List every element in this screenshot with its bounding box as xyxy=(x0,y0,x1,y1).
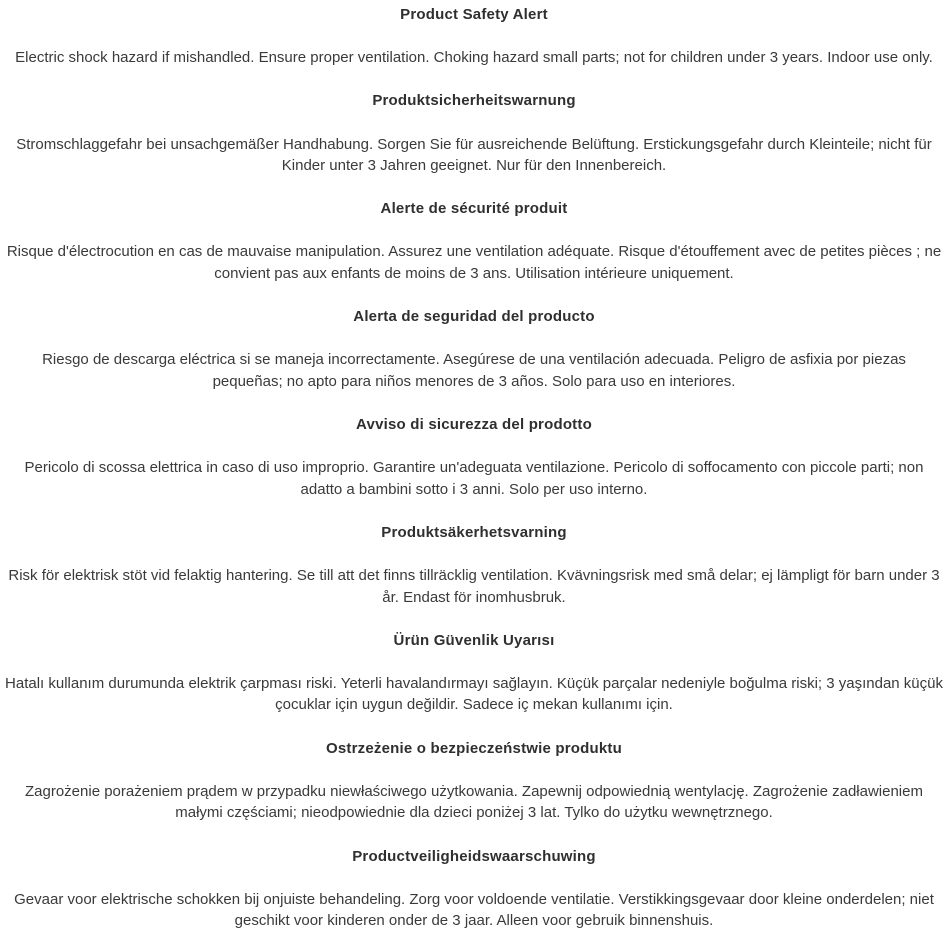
safety-heading-french: Alerte de sécurité produit xyxy=(380,200,568,218)
safety-body-german: Stromschlaggefahr bei unsachgemäßer Handhabung. Sorgen Sie für ausreichende Belüftung. Erstickungsgefahr durch Kleinteile; nicht für Kinder unter 3 Jahren geeignet. Nur für den Innenbereich. xyxy=(16,135,932,175)
safety-body-spanish: Riesgo de descarga eléctrica si se maneja incorrectamente. Asegúrese de una ventilación adecuada. Peligro de asfixia por piezas pequeñas; no apto para niños menores de 3 años. Solo para uso en interiores. xyxy=(42,351,906,390)
safety-body-turkish: Hatalı kullanım durumunda elektrik çarpması riski. Yeterli havalandırmayı sağlayın. Küçük parçalar nedeniyle boğulma riski; 3 yaşından küçük çocuklar için uygun değildir. Sadece iç mekan kullanımı için. xyxy=(5,674,943,714)
safety-heading-german: Produktsicherheitswarnung xyxy=(372,92,576,110)
safety-section-dutch xyxy=(5,846,943,932)
safety-heading-turkish: Ürün Güvenlik Uyarısı xyxy=(393,631,555,649)
safety-heading-english: Product Safety Alert xyxy=(400,6,548,23)
safety-section-german xyxy=(5,90,943,176)
safety-heading-italian: Avviso di sicurezza del prodotto xyxy=(356,416,592,433)
safety-section-italian xyxy=(5,414,943,500)
safety-heading-polish: Ostrzeżenie o bezpieczeństwie produktu xyxy=(326,739,622,757)
safety-heading-dutch: Productveiligheidswaarschuwing xyxy=(352,847,596,865)
safety-section-turkish xyxy=(5,630,943,716)
safety-section-english xyxy=(5,4,943,69)
safety-section-french xyxy=(5,198,943,284)
safety-body-polish: Zagrożenie porażeniem prądem w przypadku niewłaściwego użytkowania. Zapewnij odpowiednią wentylację. Zagrożenie zadławieniem małymi częściami; nieodpowiednie dla dzieci poniżej 3 lat. Tylko do użytku wewnętrznego. xyxy=(25,782,923,822)
safety-body-english: Electric shock hazard if mishandled. Ensure proper ventilation. Choking hazard small parts; not for children under 3 years. Indoor use only. xyxy=(15,49,933,67)
safety-body-italian: Pericolo di scossa elettrica in caso di uso improprio. Garantire un'adeguata ventilazione. Pericolo di soffocamento con piccole parti; non adatto a bambini sotto i 3 anni. Solo per uso interno. xyxy=(24,459,924,498)
safety-heading-spanish: Alerta de seguridad del producto xyxy=(353,308,595,326)
safety-section-swedish xyxy=(5,522,943,608)
safety-body-french: Risque d'électrocution en cas de mauvaise manipulation. Assurez une ventilation adéquate. Risque d'étouffement avec de petites pièces ; ne convient pas aux enfants de moins de 3 ans. Utilisation intérieure uniquement. xyxy=(6,243,942,282)
safety-heading-swedish: Produktsäkerhetsvarning xyxy=(381,523,567,541)
safety-section-spanish xyxy=(5,306,943,392)
safety-section-polish xyxy=(5,738,943,824)
safety-body-dutch: Gevaar voor elektrische schokken bij onjuiste behandeling. Zorg voor voldoende ventilatie. Verstikkingsgevaar door kleine onderdelen; niet geschikt voor kinderen onder de 3 jaar. Alleen voor gebruik binnenshuis. xyxy=(14,890,934,930)
safety-body-swedish: Risk för elektrisk stöt vid felaktig hantering. Se till att det finns tillräcklig ventilation. Kvävningsrisk med små delar; ej lämpligt för barn under 3 år. Endast för inomhusbruk. xyxy=(8,567,940,606)
